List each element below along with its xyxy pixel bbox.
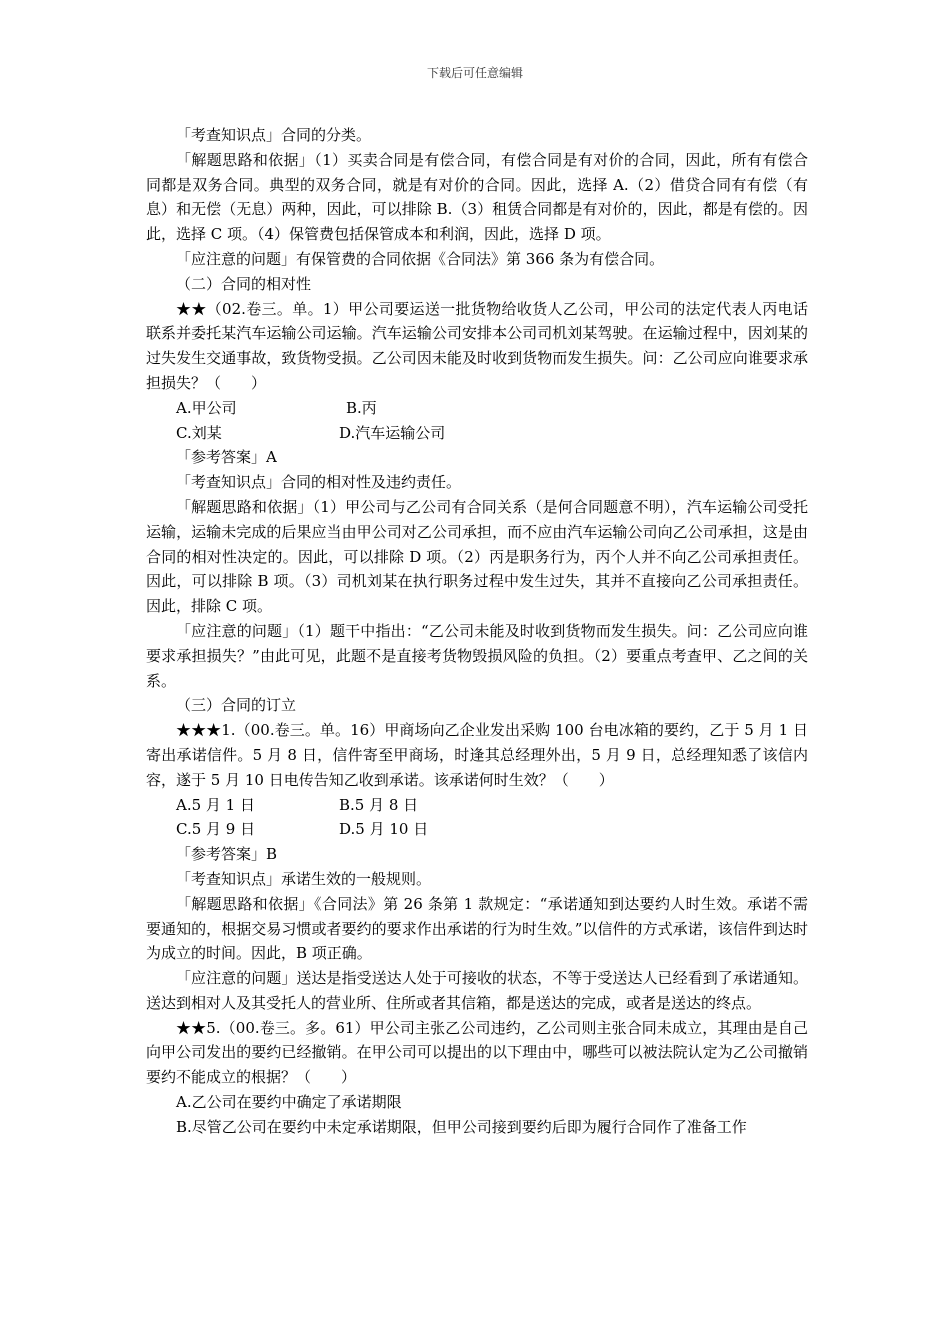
option-row xyxy=(146,421,808,446)
option-c: C.5 月 9 日 xyxy=(176,820,256,839)
notes: 「应注意的问题」送达是指受送达人处于可接收的状态，不等于受送达人已经看到了承诺通知。送达到相对人及其受托人的营业所、住所或者其信箱，都是送达的完成，或者是送达的终点。 xyxy=(146,969,808,1012)
document-body xyxy=(146,123,808,1140)
solution-reasoning: 「解题思路和依据」《合同法》第 26 条第 1 款规定：“承诺通知到达要约人时生效。承诺不需要通知的，根据交易习惯或者要约的要求作出承诺的行为时生效。”以信件的方式承诺，该信件到达时为成立的时间。因此，B 项正确。 xyxy=(146,894,808,963)
notes: 「应注意的问题」有保管费的合同依据《合同法》第 366 条为有偿合同。 xyxy=(176,249,665,268)
option-a: A.乙公司在要约中确定了承诺期限 xyxy=(176,1093,402,1112)
reference-answer: 「参考答案」B xyxy=(176,845,278,864)
section-heading: （二）合同的相对性 xyxy=(176,274,312,293)
option-row xyxy=(146,396,808,421)
reference-answer: 「参考答案」A xyxy=(176,448,277,467)
page-header: 下载后可任意编辑 xyxy=(426,66,523,80)
notes: 「应注意的问题」（1）题干中指出：“乙公司未能及时收到货物而发生损失。问：乙公司应向谁要求承担损失？”由此可见，此题不是直接考货物毁损风险的负担。（2）要重点考查甲、乙之间的关系。 xyxy=(146,621,808,690)
option-c: C.刘某 xyxy=(176,423,222,442)
question-text: ★★（02.卷三。单。1）甲公司要运送一批货物给收货人乙公司，甲公司的法定代表人丙电话联系并委托某汽车运输公司运输。汽车运输公司安排本公司司机刘某驾驶。在运输过程中，因刘某的过失发生交通事故，致货物受损。乙公司因未能及时收到货物而发生损失。问：乙公司应向谁要求承担损失？（ ） xyxy=(146,299,808,392)
knowledge-point: 「考查知识点」合同的相对性及违约责任。 xyxy=(176,473,462,492)
solution-reasoning: 「解题思路和依据」（1）买卖合同是有偿合同，有偿合同是有对价的合同，因此，所有有偿合同都是双务合同。典型的双务合同，就是有对价的合同。因此，选择 A.（2）借贷合同有有偿（有息）和无偿（无息）两种，因此，可以排除 B.（3）租赁合同都是有对价的，因此，都是有偿的。因此，选择 C 项。（4）保管费包括保管成本和利润，因此，选择 D 项。 xyxy=(146,150,808,244)
knowledge-point: 「考查知识点」承诺生效的一般规则。 xyxy=(176,869,432,888)
option-b: B.尽管乙公司在要约中未定承诺期限，但甲公司接到要约后即为履行合同作了准备工作 xyxy=(176,1117,747,1136)
option-d: D.汽车运输公司 xyxy=(339,423,446,442)
option-a: A.甲公司 xyxy=(176,398,237,417)
option-a: A.5 月 1 日 xyxy=(176,795,255,814)
knowledge-point: 「考查知识点」合同的分类。 xyxy=(176,126,372,144)
solution-reasoning: 「解题思路和依据」（1）甲公司与乙公司有合同关系（是何合同题意不明），汽车运输公司受托运输，运输未完成的后果应当由甲公司对乙公司承担，而不应由汽车运输公司向乙公司承担，这是由合同的相对性决定的。因此，可以排除 D 项。（2）丙是职务行为，丙个人并不向乙公司承担责任。因此，可以排除 B 项。（3）司机刘某在执行职务过程中发生过失，其并不直接向乙公司承担责任。因此，排除 C 项。 xyxy=(146,497,808,616)
option-b: B.5 月 8 日 xyxy=(339,795,419,814)
option-d: D.5 月 10 日 xyxy=(339,820,429,839)
option-row xyxy=(146,817,808,842)
option-row xyxy=(146,793,808,818)
option-b: B.丙 xyxy=(346,398,377,417)
section-heading: （三）合同的订立 xyxy=(176,696,297,715)
question-text: ★★★1.（00.卷三。单。16）甲商场向乙企业发出采购 100 台电冰箱的要约，乙于 5 月 1 日寄出承诺信件。5 月 8 日，信件寄至甲商场，时逢其总经理外出，5 月 9 日，总经理知悉了该信内容，遂于 5 月 10 日电传告知乙收到承诺。该承诺何时生效？（ ） xyxy=(146,721,808,789)
question-text: ★★5.（00.卷三。多。61）甲公司主张乙公司违约，乙公司则主张合同未成立，其理由是自己向甲公司发出的要约已经撤销。在甲公司可以提出的以下理由中，哪些可以被法院认定为乙公司撤销要约不能成立的根据？（ ） xyxy=(146,1018,808,1087)
